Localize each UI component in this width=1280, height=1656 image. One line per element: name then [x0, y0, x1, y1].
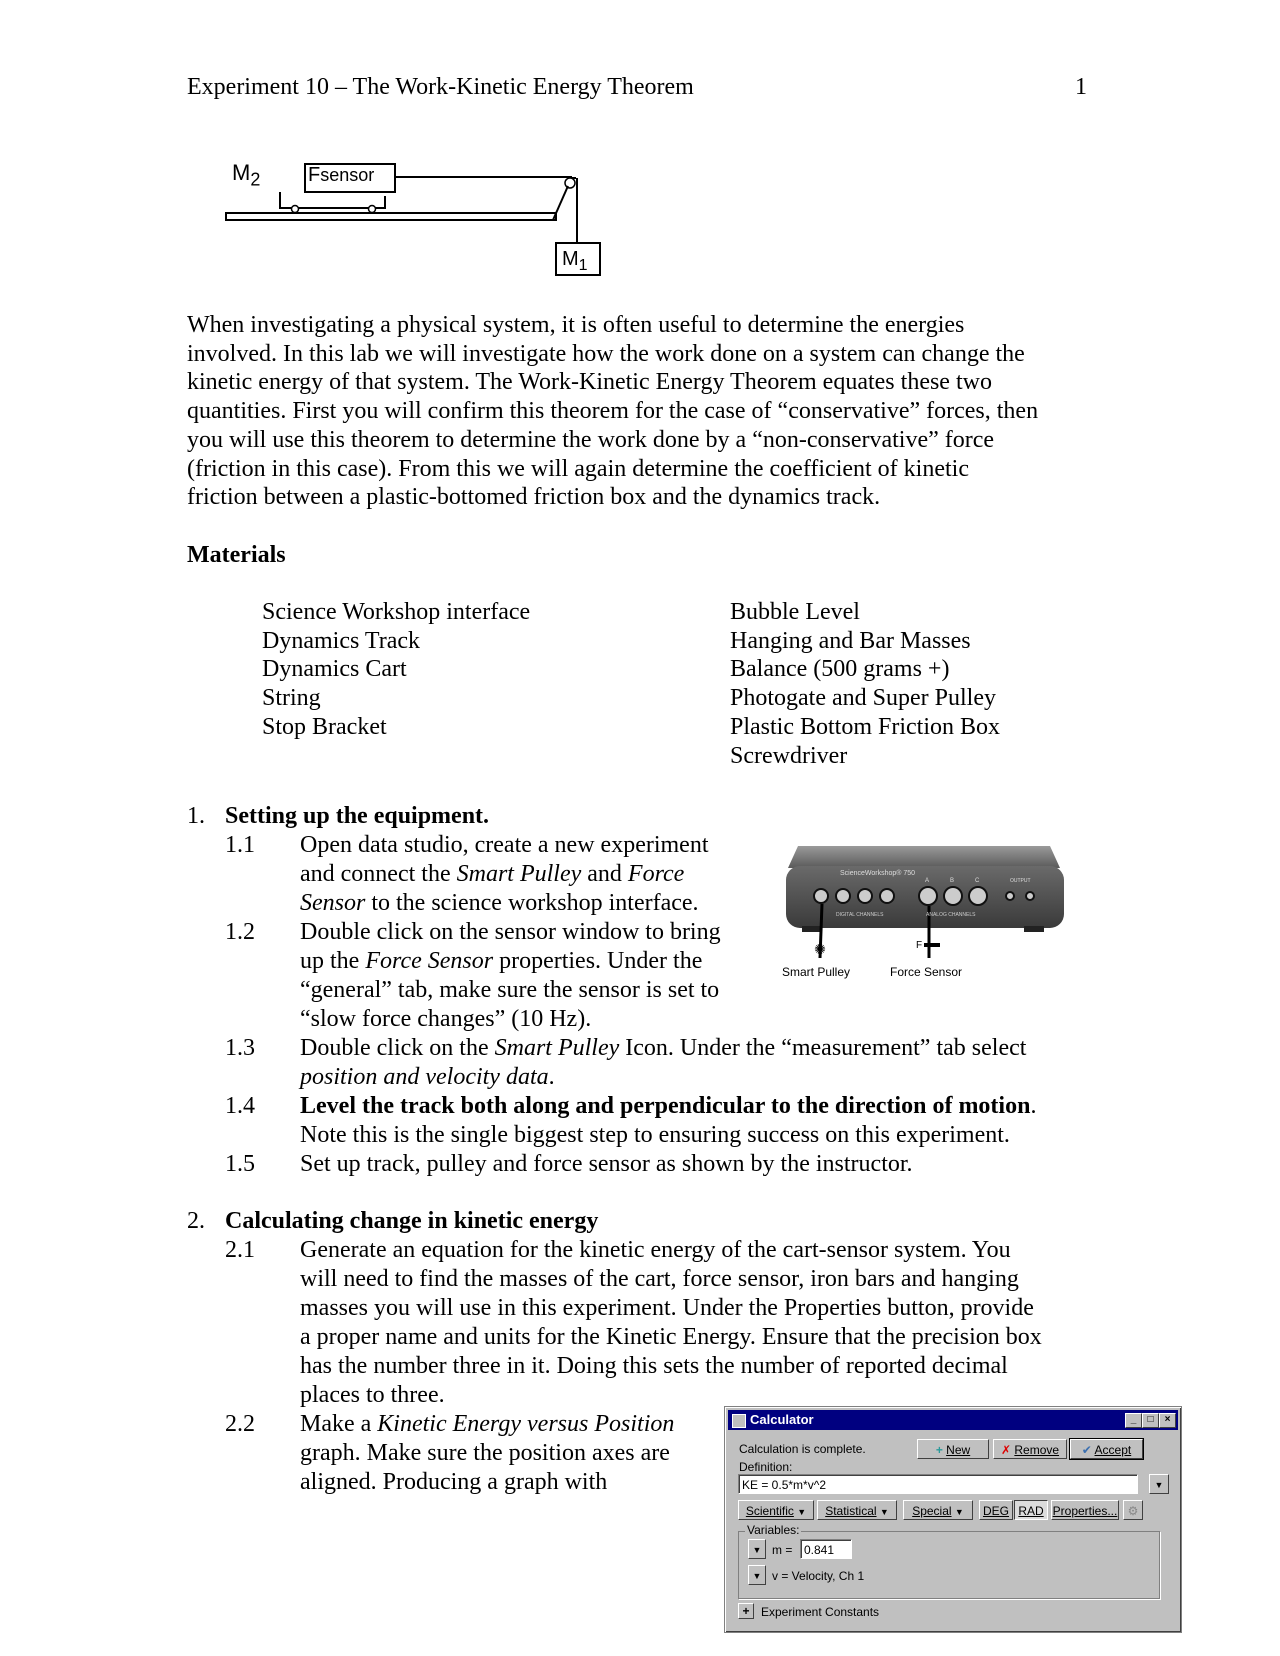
step-text: a proper name and units for the Kinetic Energy. Ensure that the precision box: [300, 1324, 1042, 1350]
track-shape: [226, 213, 556, 220]
definition-label: Definition:: [739, 1460, 793, 1474]
definition-input[interactable]: KE = 0.5*m*v^2: [738, 1474, 1138, 1494]
intro-paragraph: [187, 311, 1087, 512]
variable-m-input[interactable]: 0.841: [800, 1539, 852, 1559]
interface-brand-label: ScienceWorkshop® 750: [840, 870, 916, 877]
intro-line: friction between a plastic-bottomed friction box and the dynamics track.: [187, 484, 881, 511]
science-workshop-interface-image: [778, 838, 1068, 988]
remove-x-icon: ✗: [1000, 1443, 1012, 1457]
step-number: 2.1: [225, 1237, 255, 1263]
materials-list-right: [730, 598, 1000, 770]
section-2-number: 2.: [187, 1208, 205, 1234]
plus-icon: +: [935, 1443, 943, 1457]
variables-label: Variables:: [747, 1523, 800, 1537]
intro-line: (friction in this case). From this we will again determine the coefficient of kinetic: [187, 455, 969, 482]
step-text: masses you will use in this experiment. Under the Properties button, provide: [300, 1295, 1034, 1321]
keypad-button[interactable]: ⚙: [1123, 1500, 1143, 1520]
smart-pulley-caption: Smart Pulley: [782, 965, 851, 979]
material-item: Bubble Level: [730, 599, 860, 625]
remove-button[interactable]: ✗ Remove: [993, 1439, 1067, 1459]
channel-b-label: B: [950, 878, 955, 884]
channel-a-label: A: [925, 878, 930, 884]
analog-channels-label: ANALOG CHANNELS: [926, 912, 976, 918]
calculator-window: [724, 1406, 1182, 1633]
material-item: Science Workshop interface: [262, 599, 531, 625]
materials-list-left: [262, 598, 530, 742]
maximize-button[interactable]: □: [1142, 1413, 1159, 1428]
calculator-titlebar[interactable]: [728, 1410, 1178, 1430]
material-item: Balance (500 grams +): [730, 656, 950, 683]
m2-label: $M_2$: [232, 160, 261, 190]
step-number: 1.2: [225, 919, 255, 945]
step-text: and connect the Smart Pulley and Force: [300, 861, 685, 887]
step-number: 1.4: [225, 1093, 255, 1119]
step-text: “general” tab, make sure the sensor is set to: [300, 977, 720, 1003]
material-item: String: [262, 685, 321, 712]
step-text: “slow force changes” (10 Hz).: [300, 1006, 592, 1032]
material-item: Dynamics Cart: [262, 656, 407, 683]
m1-label: $M_1$: [562, 248, 588, 274]
intro-line: kinetic energy of that system. The Work-Kinetic Energy Theorem equates these two: [187, 369, 992, 396]
section-2-title: Calculating change in kinetic energy: [225, 1208, 599, 1234]
force-sensor-icon: F: [916, 940, 940, 951]
material-item: Plastic Bottom Friction Box: [730, 713, 1001, 740]
sensor-label: Fsensor: [308, 164, 375, 186]
step-text: aligned. Producing a graph with: [300, 1469, 608, 1495]
step-text: Open data studio, create a new experiment: [300, 832, 709, 858]
accept-button[interactable]: ✔ Accept: [1070, 1439, 1143, 1459]
step-text: position and velocity data.: [300, 1064, 555, 1090]
cart-wheel: [369, 206, 376, 213]
page-header-title: Experiment 10 – The Work-Kinetic Energy Theorem: [187, 74, 694, 100]
step-text: Double click on the Smart Pulley Icon. Under the “measurement” tab select: [300, 1035, 1027, 1061]
pulley-shape: [565, 178, 575, 188]
checkmark-icon: ✔: [1081, 1443, 1092, 1457]
digital-channels-label: DIGITAL CHANNELS: [836, 912, 884, 918]
properties-button[interactable]: Properties...: [1051, 1500, 1119, 1520]
minimize-button[interactable]: _: [1125, 1413, 1142, 1428]
step-text: up the Force Sensor properties. Under the: [300, 948, 703, 974]
step-text: Level the track both along and perpendicular to the direction of motion.: [300, 1093, 1037, 1119]
statistical-dropdown[interactable]: Statistical ▼: [817, 1500, 897, 1520]
deg-button[interactable]: DEG: [979, 1500, 1013, 1520]
cart-wheel: [292, 206, 299, 213]
intro-line: quantities. First you will confirm this theorem for the case of “conservative” forces, then: [187, 398, 1039, 425]
step-number: 1.5: [225, 1151, 255, 1177]
experiment-constants-label: Experiment Constants: [761, 1605, 880, 1619]
pulley-bracket: [553, 186, 568, 220]
force-sensor-caption: Force Sensor: [890, 965, 963, 979]
page-number: 1: [1075, 74, 1087, 100]
step-text: Set up track, pulley and force sensor as shown by the instructor.: [300, 1151, 913, 1177]
section-1-number: 1.: [187, 803, 205, 829]
step-text: Generate an equation for the kinetic energy of the cart-sensor system. You: [300, 1237, 1011, 1263]
special-dropdown[interactable]: Special ▼: [903, 1500, 973, 1520]
material-item: Hanging and Bar Masses: [730, 627, 971, 654]
definition-dropdown-button[interactable]: ▼: [1149, 1474, 1169, 1494]
step-number: 2.2: [225, 1411, 255, 1437]
material-item: Screwdriver: [730, 742, 848, 769]
material-item: Stop Bracket: [262, 713, 387, 740]
variable-v-label: v = Velocity, Ch 1: [772, 1569, 865, 1583]
step-text: Double click on the sensor window to bring: [300, 919, 721, 945]
step-text: graph. Make sure the position axes are: [300, 1440, 670, 1466]
scientific-dropdown[interactable]: Scientific ▼: [738, 1500, 814, 1520]
step-number: 1.1: [225, 832, 255, 858]
calculation-status: Calculation is complete.: [739, 1442, 866, 1456]
section-1-title: Setting up the equipment.: [225, 803, 490, 829]
variable-m-dropdown[interactable]: ▼: [748, 1539, 766, 1559]
rad-button[interactable]: RAD: [1014, 1500, 1048, 1520]
calculator-title: Calculator: [750, 1412, 814, 1427]
intro-line: When investigating a physical system, it is often useful to determine the energies: [187, 312, 965, 338]
variable-m-label: m =: [772, 1543, 793, 1557]
step-number: 1.3: [225, 1035, 255, 1061]
materials-heading: Materials: [187, 542, 286, 568]
material-item: Dynamics Track: [262, 627, 420, 654]
step-text: places to three.: [300, 1382, 445, 1408]
step-text: has the number three in it. Doing this sets the number of reported decimal: [300, 1353, 1008, 1379]
step-text: Make a Kinetic Energy versus Position: [300, 1411, 675, 1437]
variable-v-dropdown[interactable]: ▼: [748, 1565, 766, 1585]
calculator-icon: [732, 1414, 746, 1428]
close-button[interactable]: ×: [1159, 1413, 1176, 1428]
experiment-constants-expand[interactable]: +: [738, 1603, 754, 1619]
smart-pulley-icon: ✺: [814, 943, 826, 958]
setup-diagram: [220, 158, 620, 288]
material-item: Photogate and Super Pulley: [730, 685, 996, 712]
step-text: will need to find the masses of the cart, force sensor, iron bars and hanging: [300, 1266, 1019, 1292]
step-text: Note this is the single biggest step to ensuring success on this experiment.: [300, 1122, 1010, 1148]
output-label: OUTPUT: [1010, 878, 1031, 884]
intro-line: involved. In this lab we will investigate how the work done on a system can change the: [187, 340, 1025, 367]
channel-c-label: C: [975, 878, 980, 884]
intro-line: you will use this theorem to determine the work done by a “non-conservative” force: [187, 426, 995, 453]
step-text: Sensor to the science workshop interface.: [300, 890, 699, 916]
new-button[interactable]: + New: [917, 1439, 989, 1459]
